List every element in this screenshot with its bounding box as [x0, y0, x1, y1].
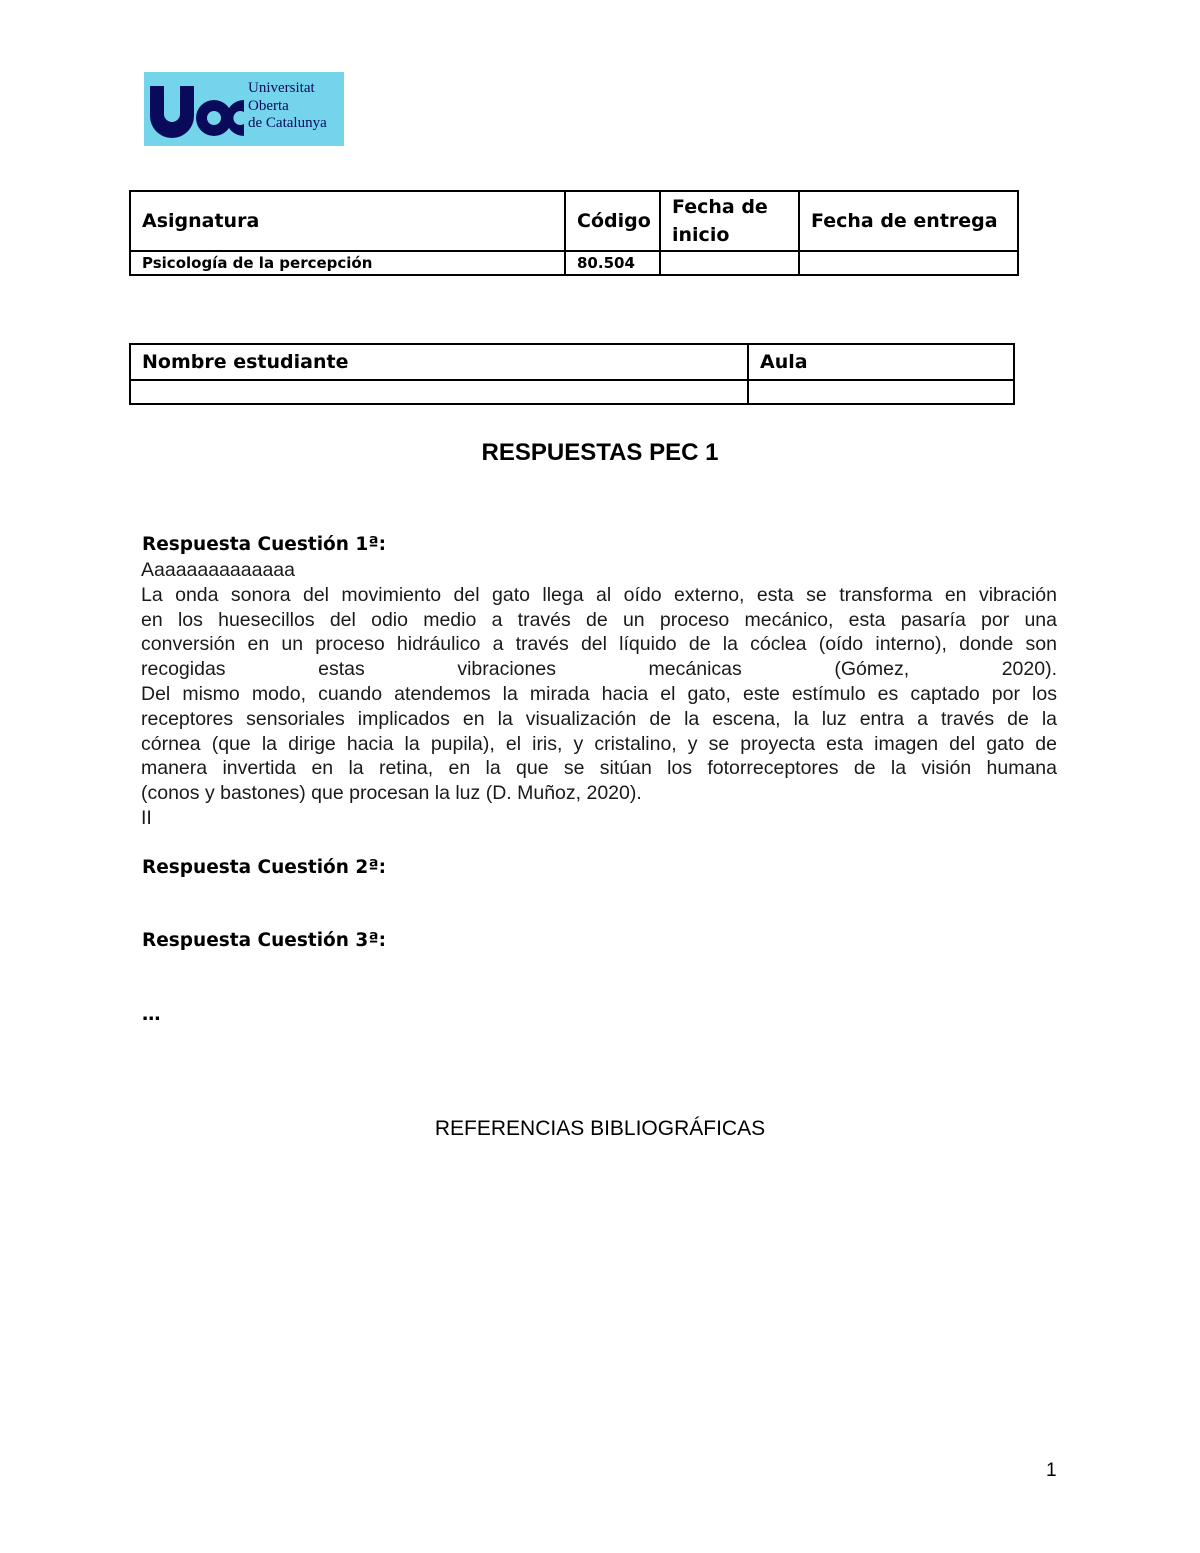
- logo-line-3: de Catalunya: [248, 115, 327, 131]
- answer-line: córnea (que la dirige hacia la pupila), el iris, y cristalino, y se proyecta esta imagen del gato de: [141, 732, 1057, 755]
- value-fecha-entrega[interactable]: [799, 251, 1018, 275]
- logo-line-2: Oberta: [248, 97, 289, 114]
- uoc-logo-mark: [146, 78, 246, 142]
- document-title: RESPUESTAS PEC 1: [481, 439, 719, 466]
- header-fecha-inicio: Fecha de inicio: [660, 191, 799, 251]
- answer-line: receptores sensoriales implicados en la visualización de la escena, la luz entra a través de la: [141, 707, 1057, 730]
- answer-line: La onda sonora del movimiento del gato llega al oído externo, esta se transforma en vibración: [141, 583, 1057, 606]
- answer-line: en los huesecillos del odio medio a través de un proceso mecánico, esta pasaría por una: [141, 608, 1057, 631]
- header-aula: Aula: [748, 344, 1014, 380]
- answer-line: II: [141, 806, 152, 829]
- header-nombre-estudiante: Nombre estudiante: [130, 344, 748, 380]
- question-3-heading: Respuesta Cuestión 3ª:: [142, 930, 387, 951]
- value-aula[interactable]: [748, 380, 1014, 404]
- value-nombre-estudiante[interactable]: [130, 380, 748, 404]
- student-info-table: [129, 343, 1015, 405]
- uoc-logo-text: [248, 80, 327, 133]
- logo-line-1: Universitat: [248, 80, 315, 96]
- question-2-heading: Respuesta Cuestión 2ª:: [142, 857, 387, 878]
- header-asignatura: Asignatura: [130, 191, 565, 251]
- answer-line: manera invertida en la retina, en la que se sitúan los fotorreceptores de la visión humana: [141, 757, 1057, 780]
- answer-line: recogidas estas vibraciones mecánicas (Gómez, 2020).: [141, 658, 1057, 681]
- header-fecha-entrega: Fecha de entrega: [799, 191, 1018, 251]
- answer-line: (conos y bastones) que procesan la luz (D. Muñoz, 2020).: [141, 782, 642, 805]
- ellipsis: …: [142, 1004, 161, 1025]
- header-codigo: Código: [565, 191, 660, 251]
- uoc-logo: [144, 72, 344, 146]
- question-1-heading: Respuesta Cuestión 1ª:: [142, 534, 387, 555]
- question-1-answer: [141, 558, 1057, 831]
- answer-line: Aaaaaaaaaaaaaa: [141, 559, 295, 581]
- references-title: REFERENCIAS BIBLIOGRÁFICAS: [434, 1117, 766, 1140]
- page-number: 1: [1046, 1460, 1057, 1481]
- subject-info-table: [129, 190, 1019, 276]
- answer-line: Del mismo modo, cuando atendemos la mirada hacia el gato, este estímulo es captado por los: [141, 682, 1057, 705]
- value-fecha-inicio[interactable]: [660, 251, 799, 275]
- value-codigo[interactable]: 80.504: [565, 251, 660, 275]
- value-asignatura[interactable]: Psicología de la percepción: [130, 251, 565, 275]
- answer-line: conversión en un proceso hidráulico a través del líquido de la cóclea (oído interno), donde son: [141, 633, 1057, 656]
